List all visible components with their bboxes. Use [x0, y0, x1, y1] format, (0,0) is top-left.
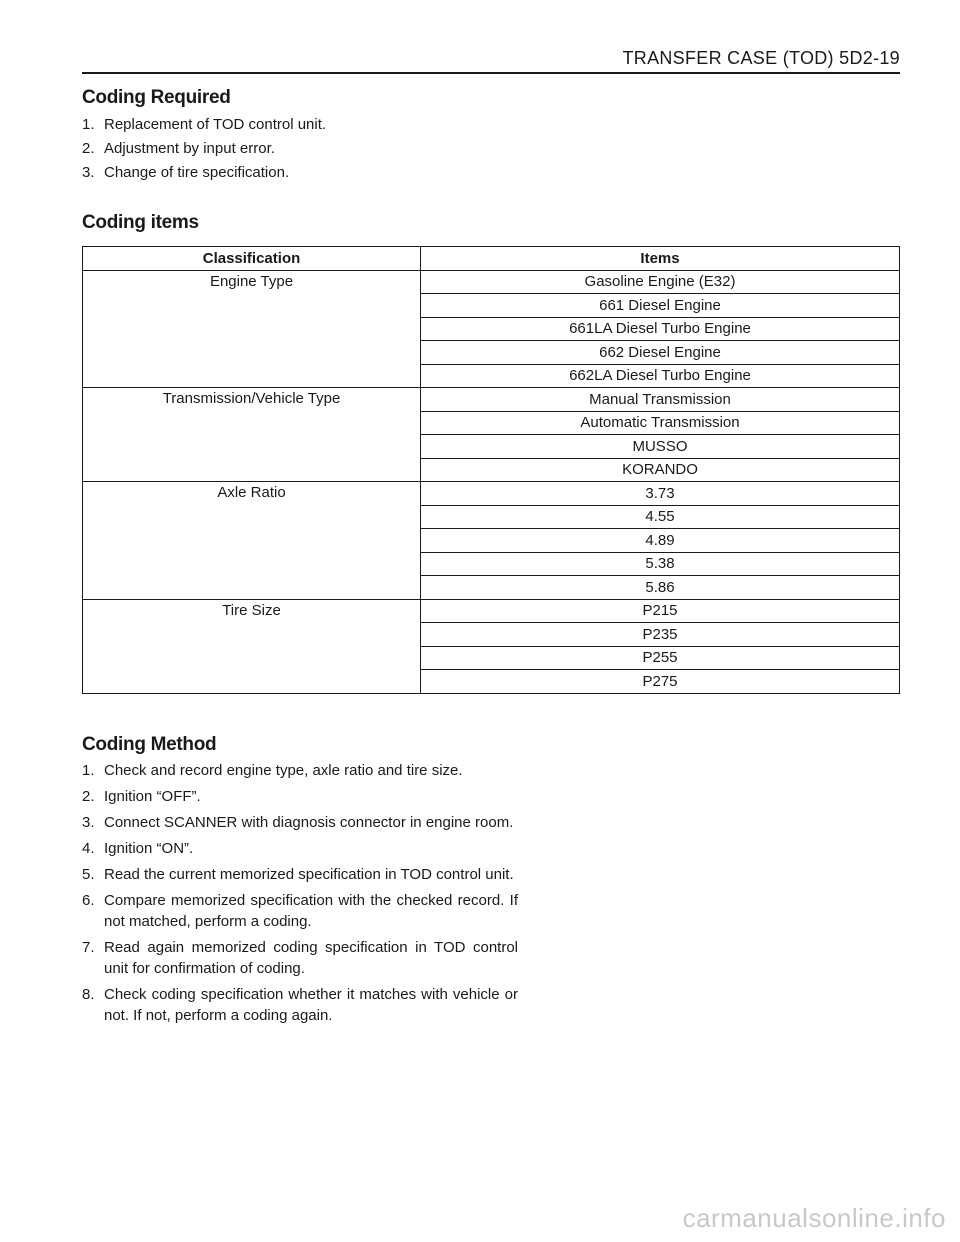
coding-required-heading: Coding Required — [82, 87, 231, 108]
watermark: carmanualsonline.info — [682, 1203, 946, 1233]
classification-cell: Axle Ratio — [83, 482, 421, 600]
item-cell: 662 Diesel Engine — [421, 341, 900, 365]
item-cell: KORANDO — [421, 458, 900, 482]
item-cell: 4.55 — [421, 505, 900, 529]
classification-cell: Transmission/Vehicle Type — [83, 388, 421, 482]
list-item: 2. Ignition “OFF”. — [82, 788, 201, 805]
item-cell: 662LA Diesel Turbo Engine — [421, 364, 900, 388]
coding-required-list — [82, 114, 326, 186]
page-header — [82, 46, 900, 74]
list-item: 6. Compare memorized specification with the checked record. If not matched, perform a coding. — [82, 892, 518, 930]
table-row — [83, 270, 900, 294]
item-cell: P275 — [421, 670, 900, 694]
item-cell: 5.38 — [421, 552, 900, 576]
item-cell: P255 — [421, 646, 900, 670]
col-items-header: Items — [421, 247, 900, 271]
list-item: 1. Replacement of TOD control unit. — [82, 116, 327, 133]
list-item: 2. Adjustment by input error. — [82, 140, 275, 157]
item-cell: Gasoline Engine (E32) — [421, 270, 900, 294]
page-title: TRANSFER CASE (TOD) 5D2-19 — [622, 48, 900, 68]
classification-cell: Engine Type — [83, 270, 421, 388]
list-item: 3. Change of tire specification. — [82, 164, 290, 181]
list-item: 3. Connect SCANNER with diagnosis connector in engine room. — [82, 814, 514, 831]
col-classification-header: Classification — [83, 247, 421, 271]
item-cell: 661LA Diesel Turbo Engine — [421, 317, 900, 341]
list-item: 7. Read again memorized coding specification in TOD control unit for confirmation of coding. — [82, 939, 518, 977]
item-cell: Automatic Transmission — [421, 411, 900, 435]
coding-method-list — [82, 760, 518, 1031]
table-row — [83, 482, 900, 506]
item-cell: P235 — [421, 623, 900, 647]
coding-items-heading: Coding items — [82, 212, 199, 233]
coding-method-heading: Coding Method — [82, 734, 217, 755]
table-header-row — [83, 247, 900, 271]
list-item: 5. Read the current memorized specification in TOD control unit. — [82, 866, 514, 883]
item-cell: 4.89 — [421, 529, 900, 553]
item-cell: 5.86 — [421, 576, 900, 600]
item-cell: P215 — [421, 599, 900, 623]
table-row — [83, 599, 900, 623]
coding-items-table — [82, 246, 900, 694]
table-row — [83, 388, 900, 412]
list-item: 1. Check and record engine type, axle ratio and tire size. — [82, 762, 463, 779]
item-cell: Manual Transmission — [421, 388, 900, 412]
item-cell: MUSSO — [421, 435, 900, 459]
list-item: 8. Check coding specification whether it matches with vehicle or not. If not, perform a coding again. — [82, 986, 518, 1024]
list-item: 4. Ignition “ON”. — [82, 840, 194, 857]
item-cell: 661 Diesel Engine — [421, 294, 900, 318]
classification-cell: Tire Size — [83, 599, 421, 693]
item-cell: 3.73 — [421, 482, 900, 506]
